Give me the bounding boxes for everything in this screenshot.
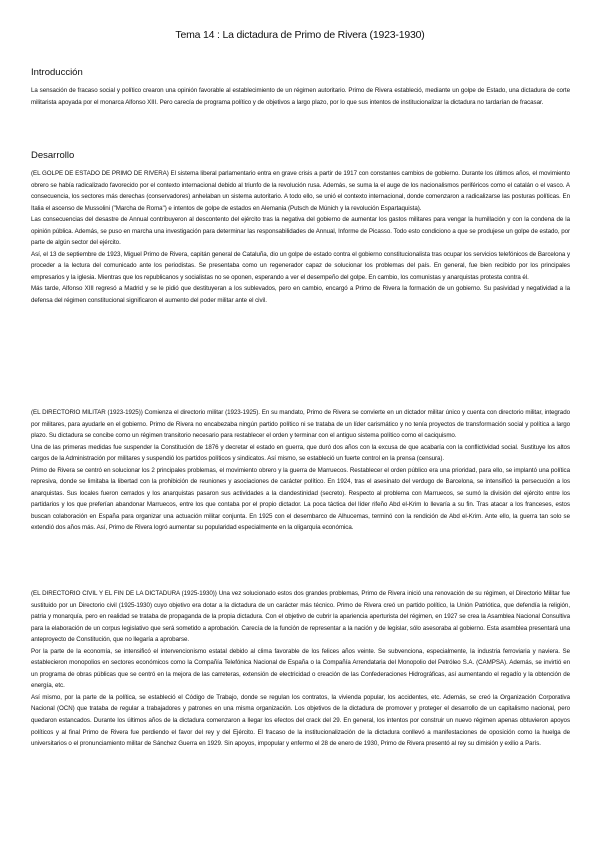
document-title: Tema 14 : La dictadura de Primo de Rivera (1923-1930) bbox=[175, 29, 425, 41]
intro-heading: Introducción bbox=[31, 67, 83, 78]
section-directorio-civil bbox=[31, 588, 570, 750]
section-paragraph: Primo de Rivera se centró en solucionar los 2 principales problemas, el movimiento obrero y la guerra de Marruecos. Restablecer el orden público era una prioridad, para ello, se implantó una política represiva, donde se limitaba la libertad con la prohibición de reuniones y asociaciones de carácter político. En 1924, tras el asesinato del verdugo de Barcelona, se intensificó la persecución a los anarquistas. Sus locales fueron cerrados y los anarquistas pasaron sus actividades a la clandestinidad (secreto). Respecto al problema con Marruecos, se sumó la división del ejército entre los partidarios y los que preferían abandonar Marruecos, entre los que contaba por el propio dictador. La poca táctica del líder rifeño Abd el-Krim lo llevaría a su fin. Tras atacar a los franceses, estos buscan colaboración en España para organizar una actuación militar conjunta. En 1925 con el desembarco de Alhucemas, terminó con la rendición de Abd el-Krim. Ante ello, la guerra tan solo se extendió dos años más. Así, Primo de Rivera logró aumentar su popularidad especialmente en la oligarquía económica. bbox=[31, 466, 570, 532]
section-tag: (EL DIRECTORIO CIVIL Y EL FIN DE LA DICTADURA (1925-1930)) bbox=[31, 590, 217, 597]
section-paragraph: Más tarde, Alfonso XIII regresó a Madrid y se le pidió que destituyeran a los sublevados, pero en cambio, encargó a Primo de Rivera la formación de un gobierno. Su pasividad y negatividad a la defensa del régimen constitucional significaron el aumento del poder militar ante el civil. bbox=[31, 285, 570, 305]
section-paragraph: Por la parte de la economía, se intensificó el intervencionismo estatal debido al clima favorable de los felices años veinte. Se subvenciona, especialmente, la industria ferroviaria y naviera. Se establecieron monopolios en sectores económicos como la Compañía Telefónica Nacional de España o la Compañía Arrendataria del Monopolio del Petróleo S.A. (CAMPSA). Además, se invirtió en un programa de obras públicas que se centró en la mejora de las carreteras, extensión de electricidad o creación de las Confederaciones Hidrográficas, así aumentando el regadío y la obtención de energía, etc. bbox=[31, 647, 570, 690]
section-tag: (EL GOLPE DE ESTADO DE PRIMO DE RIVERA) bbox=[31, 170, 169, 177]
section-paragraph bbox=[31, 407, 570, 442]
section-tag: (EL DIRECTORIO MILITAR (1923-1925)) bbox=[31, 409, 143, 416]
intro-body bbox=[31, 85, 570, 108]
development-heading: Desarrollo bbox=[31, 150, 75, 161]
section-paragraph: Las consecuencias del desastre de Annual contribuyeron al descontento del ejército tras la negativa del gobierno de aumentar los gastos militares para vengar la humillación y con la condena de la opinión pública. Además, se puso en marcha una investigación para determinar las responsabilidades de Annual, Informe de Picasso. Todo esto condiciono a que se produjese un golpe de estado, por parte de algún sector del ejército. bbox=[31, 216, 570, 247]
section-paragraph: Una de las primeras medidas fue suspender la Constitución de 1876 y decretar el estado en guerra, que duró dos años con la excusa de que acabaría con la conflictividad social. Sustituye los altos cargos de la Administración por militares y suspendió los partidos políticos y sindicatos. Así mismo, se estableció un fuerte control en la prensa (censura). bbox=[31, 443, 570, 463]
section-paragraph: Así, el 13 de septiembre de 1923, Miguel Primo de Rivera, capitán general de Cataluña, dio un golpe de estado contra el gobierno constitucionalista tras ocupar los servicios telefónicos de Barcelona y proceder a la lectura del comunicado ante los periodistas. Se presentaba como un regenerador capaz de solucionar los problemas del país. En general, fue bien recibido por los principales empresarios y la iglesia. Mientras que los republicanos y socialistas no se oponen, esperando a ver el desempeño del golpe. En cambio, los comunistas y anarquistas protesta contra él. bbox=[31, 250, 570, 281]
section-golpe bbox=[31, 168, 570, 307]
paragraph-text: El sistema liberal parlamentario entra en grave crisis a partir de 1917 con constantes cambios de gobierno. Durante los últimos años, el movimiento obrero se había radicalizado favorecido por el contexto internacional debido al triunfo de la revolución rusa. Además, se suma la el auge de los nacionalismos periféricos como el catalán o el vasco. A consecuencia, los sectores más derechas (conservadores) anhelaban un sistema autoritario. A todo ello, se unió el contexto internacional, donde comenzaron a radicalizarse las posturas políticas. En Italia el ascenso de Mussolini ("Marcha de Roma") e intentos de golpe de estados en Alemania (Putsch de Múnich y la revolución Espartaquista). bbox=[31, 170, 570, 212]
section-paragraph: Así mismo, por la parte de la política, se estableció el Código de Trabajo, donde se regulan los contratos, la vivienda popular, los accidentes, etc. Además, se creó la Organización Corporativa Nacional (OCN) que trataba de regular a trabajadores y patrones en una misma organización. Los objetivos de la dictadura de promover y proteger el desarrollo de un capitalismo nacional, pero quedaron estancados. Durante los últimos años de la dictadura comenzaron a llegar los efectos del crack del 29. En general, los intentos por construir un nuevo régimen apenas obtuvieron apoyos políticos y al final Primo de Rivera fue perdiendo el favor del rey y del Ejército. El fracaso de la institucionalización de la dictadura conllevó a manifestaciones de oposición como la huelga de universitarios o el pronunciamiento militar de Sánchez Guerra en 1929. Sin apoyos, impopular y enfermo el 28 de enero de 1930, Primo de Rivera presentó al rey su dimisión y exilio a París. bbox=[31, 693, 570, 748]
section-paragraph bbox=[31, 588, 570, 646]
paragraph-text: Comienza el directorio militar (1923-1925). En su mandato, Primo de Rivera se convierte en un dictador militar único y cuenta con directorio militar, integrado por militares, para ayudarle en el gobierno. Primo de Rivera no encabezaba ningún partido político ni se trataba de un líder carismático y no tenía proyectos de transformación social y política a largo plazo. Su dictadura se concibe como un régimen transitorio necesario para restablecer el orden y terminar con el antiguo sistema político como el caciquismo. bbox=[31, 409, 570, 440]
section-directorio-militar bbox=[31, 407, 570, 534]
paragraph-text: Una vez solucionado estos dos grandes problemas, Primo de Rivera inició una renovación de su régimen, el Directorio Militar fue sustituido por un Directorio civil (1925-1930) cuyo objetivo era dotar a la dictadura de un carácter más técnico. Primo de Rivera creó un partido político, la Unión Patriótica, que defendía la religión, patria y monarquía, pero en realidad se trataba de propaganda de la propia dictadura. Con el objetivo de cubrir la apariencia aperturista del régimen, en 1927 se crea la Asamblea Nacional Consultiva para la elaboración de un corpus legislativo que será sometido a aprobación. Carecía de la función de representar a la nación y de legislar, sólo asesoraba al gobierno. Esta asamblea presentará una anteproyecto de Constitución, que no llegaría a aprobarse. bbox=[31, 590, 570, 644]
section-paragraph bbox=[31, 168, 570, 214]
intro-paragraph: La sensación de fracaso social y político crearon una opinión favorable al establecimiento de un régimen autoritario. Primo de Rivera estableció, mediante un golpe de Estado, una dictadura de corte militarista apoyada por el monarca Alfonso XIII. Pero carecía de programa político y de objetivos a largo plazo, por lo que sus intentos de institucionalizar la dictadura no tardarían de fracasar. bbox=[31, 87, 570, 106]
